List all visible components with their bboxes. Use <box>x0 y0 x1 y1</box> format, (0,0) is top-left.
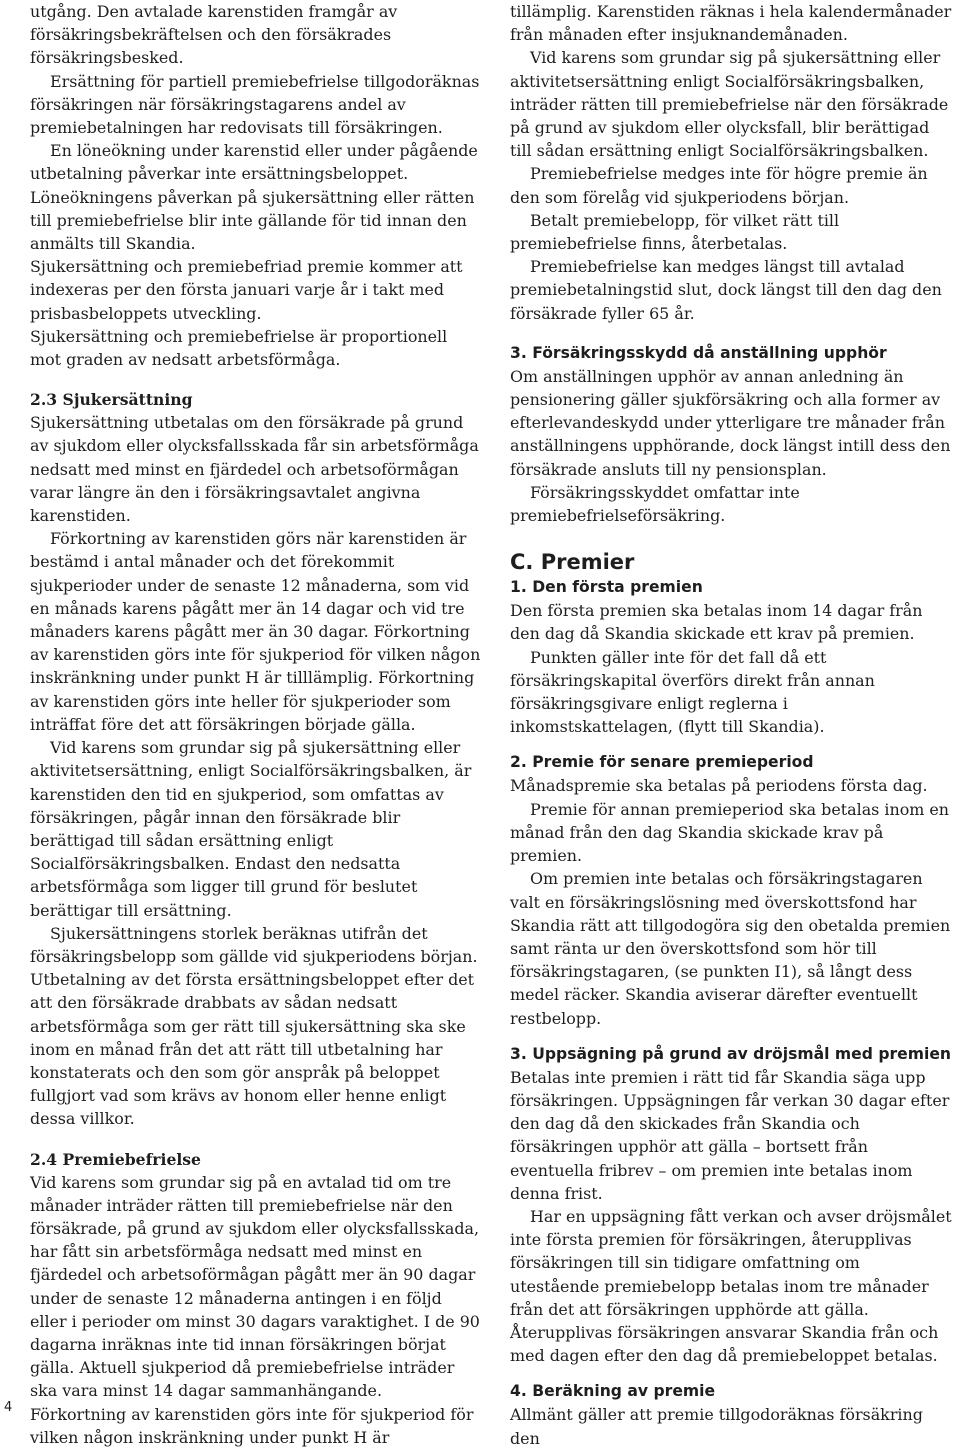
section-heading-3: 3. Försäkringsskydd då anställning upphör <box>510 343 887 362</box>
paragraph: Vid karens som grundar sig på sjukersättning eller aktivitetsersättning enligt Socialförsäkringsbalken, inträder rätten till premiebefrielse när den försäkrade på grund av sjukdom eller olycksfall, blir berättigad till sådan ersättning enligt Socialförsäkringsbalken. <box>510 48 949 161</box>
paragraph: Den första premien ska betalas inom 14 dagar från den dag då Skandia skickade ett krav på premien. <box>510 601 923 644</box>
paragraph: Om premien inte betalas och försäkringstagaren valt en försäkringslösning med överskottsfond har Skandia rätt att tillgodogöra sig den obetalda premien samt ränta ur den överskottsfond som hör till försäkringstagaren, (se punkten I1), så långt dess medel räcker. Skandia aviserar därefter eventuellt restbelopp. <box>510 869 951 1028</box>
paragraph: Betalas inte premien i rätt tid får Skandia säga upp försäkringen. Uppsägningen får verkan 30 dagar efter den dag då den skickades från Skandia och försäkringen upphör att gälla – bortsett från eventuella fribrev – om premien inte betalas inom denna frist. <box>510 1067 950 1203</box>
paragraph: Premiebefrielse kan medges längst till avtalad premiebetalningstid slut, dock längst till den dag den försäkrade fyller 65 år. <box>510 257 942 323</box>
paragraph: Premie för annan premieperiod ska betalas inom en månad från den dag Skandia skickade krav på premien. <box>510 799 950 866</box>
paragraph: Vid karens som grundar sig på sjukersättning eller aktivitetsersättning, enligt Socialförsäkringsbalken, är karenstiden den tid en sjukperiod, som omfattas av försäkringen, pågår innan den försäkrade blir berättigad till sådan ersättning enligt Socialförsäkringsbalken. Endast den nedsatta arbetsförmåga som ligger till grund för beslutet berättigar till ersättning. <box>30 738 472 920</box>
paragraph: Försäkringsskyddet omfattar inte premiebefrielseförsäkring. <box>510 482 800 526</box>
paragraph: Förkortning av karenstiden görs när karenstiden är bestämd i antal månader och det förekommit sjukperioder under de senaste 12 månaderna, som vid en månads karens pågått mer än 14 dagar och vid tre månaders karens pågått mer än 30 dagar. Förkortning av karenstiden görs inte för sjukperiod för vilken någon inskränkning under punkt H är tilllämplig. Förkortning av karenstiden görs inte heller för sjukperioder som inträffat före det att försäkringen började gälla. <box>30 529 481 734</box>
right-column <box>510 0 954 1450</box>
section-heading-2-4: 2.4 Premiebefrielse <box>30 1149 201 1169</box>
paragraph: En löneökning under karenstid eller under pågående utbetalning påverkar inte ersättningsbeloppet. Löneökningens påverkan på sjukersättning eller rätten till premiebefrielse blir inte gällande för tid innan den anmälts till Skandia. <box>30 141 478 254</box>
left-column <box>30 0 482 1449</box>
section-heading-c1: 1. Den första premien <box>510 578 703 597</box>
page-number: 4 <box>4 1400 13 1415</box>
paragraph: Sjukersättning utbetalas om den försäkrade på grund av sjukdom eller olycksfallsskada får sin arbetsförmåga nedsatt med minst en fjärdedel och arbetsoförmågan varar längre än den i försäkringsavtalet angivna karenstiden. <box>30 413 479 526</box>
paragraph: Månadspremie ska betalas på periodens första dag. <box>510 776 928 796</box>
section-heading-c2: 2. Premie för senare premieperiod <box>510 753 814 772</box>
paragraph: Sjukersättning och premiebefriad premie kommer att indexeras per den första januari varje år i takt med prisbasbeloppets utveckling. <box>30 257 463 323</box>
section-heading-c4: 4. Beräkning av premie <box>510 1382 716 1401</box>
chapter-heading-c: C. Premier <box>510 550 635 575</box>
paragraph: Punkten gäller inte för det fall då ett försäkringskapital överförs direkt från annan försäkringsgivare enligt reglerna i inkomstskattelagen, (flytt till Skandia). <box>510 647 875 737</box>
paragraph: Sjukersättningens storlek beräknas utifrån det försäkringsbelopp som gällde vid sjukperiodens början. Utbetalning av det första ersättningsbeloppet efter det att den försäkrade drabbats av sådan nedsatt arbetsförmåga som ger rätt till sjukersättning ska ske inom en månad från det att rätt till utbetalning har konstaterats och den som gör anspråk på beloppet fullgjort vad som krävs av honom eller henne enligt dessa villkor. <box>30 923 478 1129</box>
paragraph: Sjukersättning och premiebefrielse är proportionell mot graden av nedsatt arbetsförmåga. <box>30 326 448 370</box>
paragraph: Betalt premiebelopp, för vilket rätt till premiebefrielse finns, återbetalas. <box>510 210 840 254</box>
paragraph: Allmänt gäller att premie tillgodoräknas försäkring den <box>510 1405 923 1448</box>
paragraph: Vid karens som grundar sig på en avtalad tid om tre månader inträder rätten till premiebefrielse när den försäkrade, på grund av sjukdom eller olycksfallsskada, har fått sin arbetsförmåga nedsatt med minst en fjärdedel och arbetsoförmågan pågått mer än 90 dagar under de senaste 12 månaderna antingen i en följd eller i perioder om minst 30 dagars varaktighet. I de 90 dagarna inräknas inte tid innan försäkringen börjat gälla. Aktuell sjukperiod då premiebefrielse inträder ska vara minst 14 dagar sammanhängande. Förkortning av karenstiden görs inte för sjukperiod för vilken någon inskränkning under punkt H är <box>30 1172 480 1447</box>
paragraph: Om anställningen upphör av annan anledning än pensionering gäller sjukförsäkring och alla former av efterlevandeskydd under ytterligare tre månader från anställningens upphörande, dock längst intill dess den försäkrade ansluts till ny pensionsplan. <box>510 366 951 479</box>
paragraph: utgång. Den avtalade karenstiden framgår av försäkringsbekräftelsen och den försäkrades försäkringsbesked. <box>30 2 398 68</box>
paragraph: Ersättning för partiell premiebefrielse tillgodoräknas försäkringen när försäkringstagarens andel av premiebetalningen har redovisats till försäkringen. <box>30 71 480 138</box>
paragraph: Premiebefrielse medges inte för högre premie än den som förelåg vid sjukperiodens början. <box>510 164 928 207</box>
section-heading-c3: 3. Uppsägning på grund av dröjsmål med premien <box>510 1044 952 1063</box>
paragraph: Har en uppsägning fått verkan och avser dröjsmålet inte första premien för försäkringen, återupplivas försäkringen till sin tidigare omfattning om utestående premiebelopp betalas inom tre månader från det att försäkringen upphörde att gälla. Återupplivas försäkringen ansvarar Skandia från och med dagen efter den dag då premiebeloppet betalas. <box>510 1206 952 1366</box>
section-heading-2-3: 2.3 Sjukersättning <box>30 390 193 410</box>
paragraph: tillämplig. Karenstiden räknas i hela kalendermånader från månaden efter insjuknandemånaden. <box>510 2 952 45</box>
